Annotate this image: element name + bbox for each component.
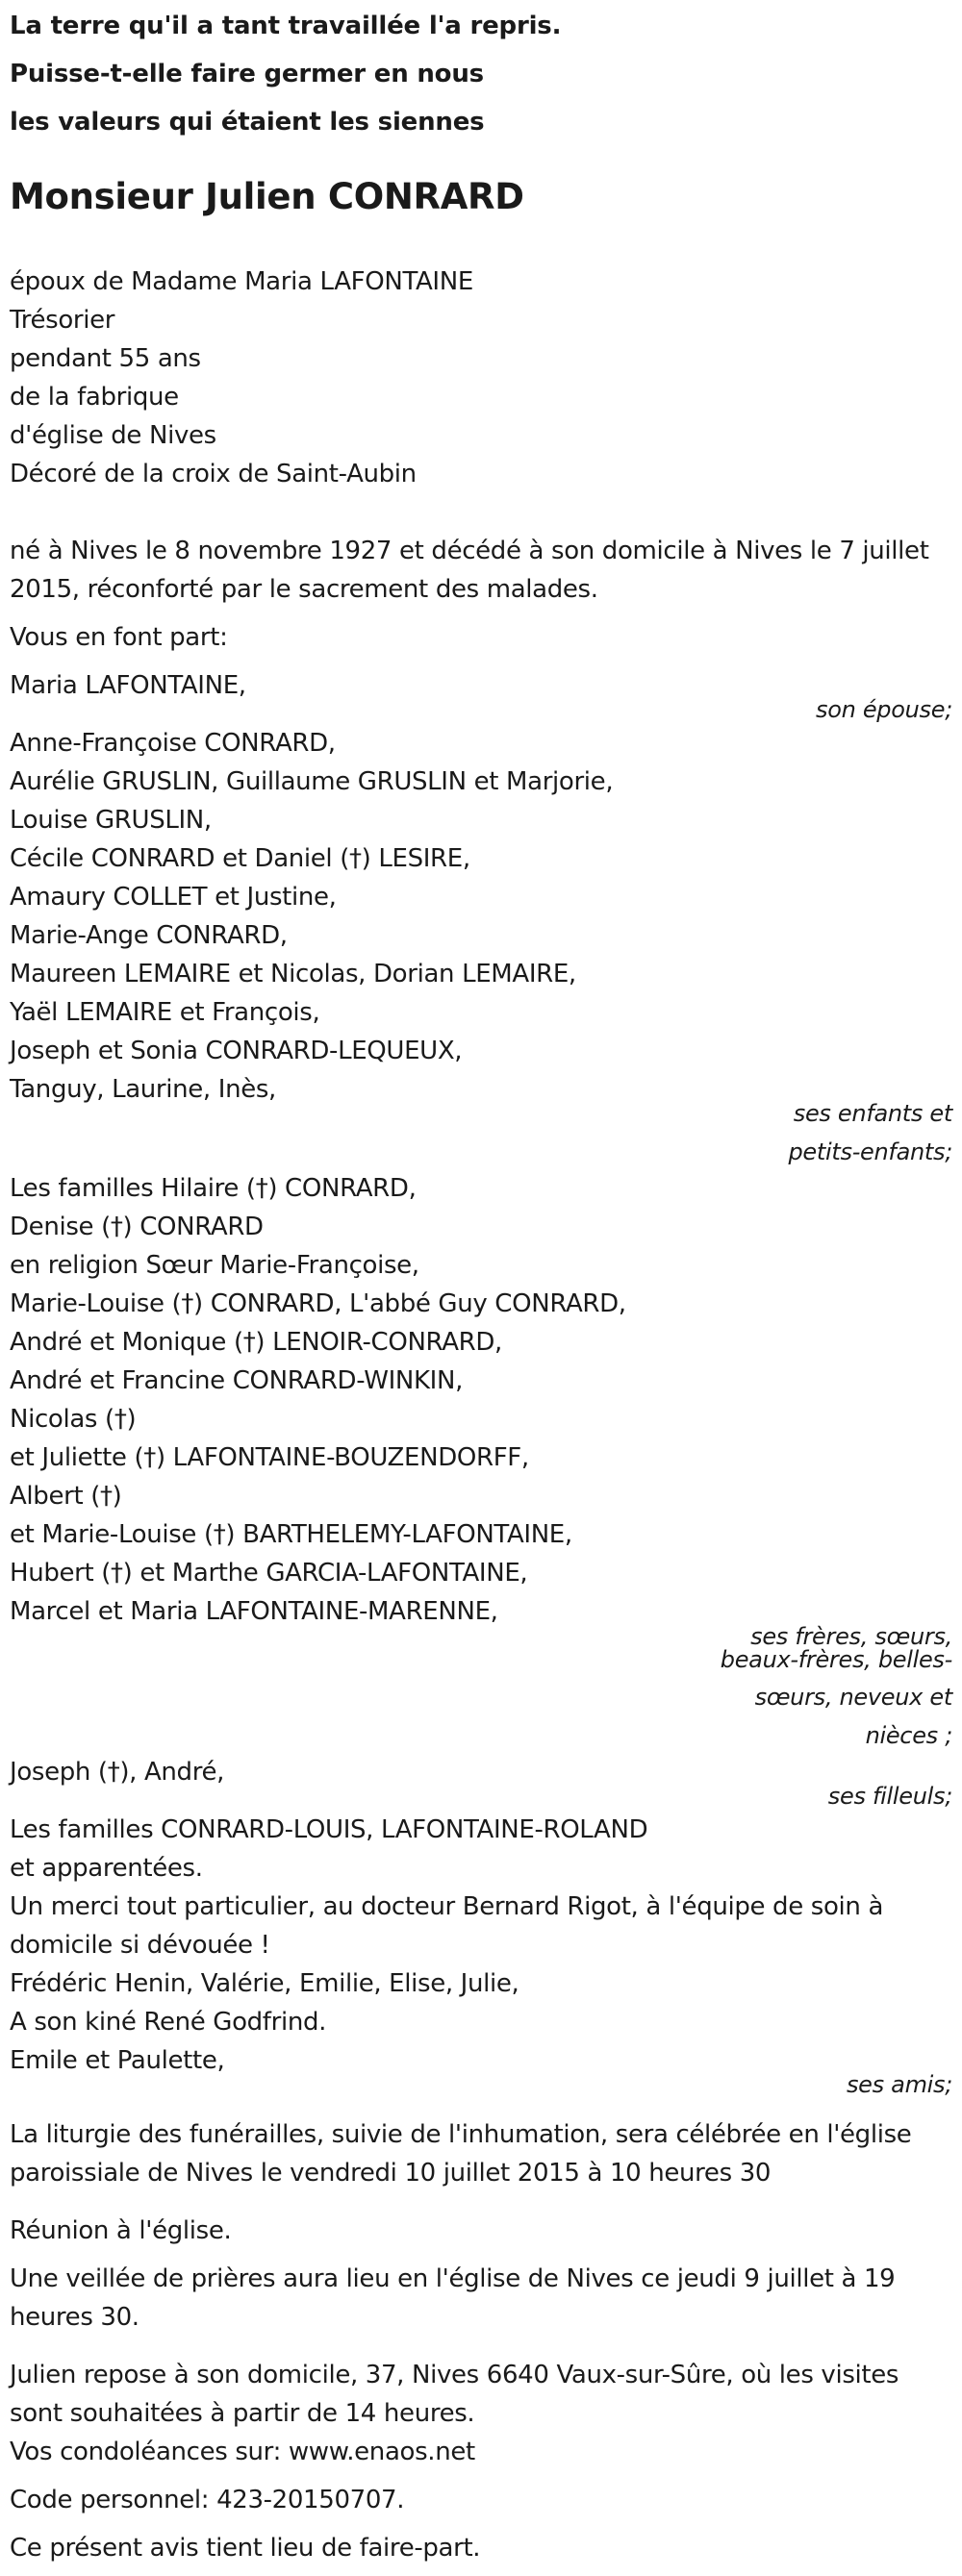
children-relation: petits-enfants;: [788, 1138, 952, 1165]
thanks-text: Un merci tout particulier, au docteur Bernard Rigot, à l'équipe de soin à domicile si dévouée !: [10, 1892, 884, 1960]
family-name: Hubert (†) et Marthe GARCIA-LAFONTAINE,: [10, 1559, 528, 1588]
spouse-name: Maria LAFONTAINE,: [10, 671, 246, 700]
reunion-text: Réunion à l'église.: [10, 2216, 232, 2245]
family-relation: nièces ;: [865, 1722, 952, 1749]
intro-line: d'église de Nives: [10, 421, 216, 450]
family-name: Marcel et Maria LAFONTAINE-MARENNE,: [10, 1597, 498, 1626]
children-relation: ses enfants et: [793, 1100, 952, 1127]
intro-line: de la fabrique: [10, 383, 179, 412]
child-name: Marie-Ange CONRARD,: [10, 921, 288, 950]
child-name: Amaury COLLET et Justine,: [10, 883, 337, 912]
friends-relation: ses amis;: [846, 2071, 952, 2098]
funeral-text: La liturgie des funérailles, suivie de l'inhumation, sera célébrée en l'église paroissiale de Nives le vendredi 10 juillet 2015 à 10 heures 30: [10, 2120, 912, 2188]
verse-line-1: La terre qu'il a tant travaillée l'a repris.: [10, 12, 562, 40]
family-name: Les familles Hilaire (†) CONRARD,: [10, 1174, 417, 1203]
child-name: Maureen LEMAIRE et Nicolas, Dorian LEMAIRE,: [10, 960, 576, 988]
child-name: Aurélie GRUSLIN, Guillaume GRUSLIN et Marjorie,: [10, 767, 614, 796]
intro-line: Trésorier: [10, 306, 115, 335]
notice-text: Ce présent avis tient lieu de faire-part.: [10, 2534, 481, 2563]
family-name: André et Monique (†) LENOIR-CONRARD,: [10, 1328, 502, 1357]
other-families: Les familles CONRARD-LOUIS, LAFONTAINE-ROLAND: [10, 1815, 648, 1844]
family-relation: ses frères, sœurs,: [750, 1623, 952, 1650]
other-families: et apparentées.: [10, 1854, 203, 1883]
deceased-name: Monsieur Julien CONRARD: [10, 176, 524, 217]
family-name: Marie-Louise (†) CONRARD, L'abbé Guy CONRARD,: [10, 1289, 626, 1318]
intro-line: époux de Madame Maria LAFONTAINE: [10, 267, 473, 296]
child-name: Yaël LEMAIRE et François,: [10, 998, 320, 1027]
child-name: Louise GRUSLIN,: [10, 806, 212, 835]
friend-name: A son kiné René Godfrind.: [10, 2008, 327, 2037]
vigil-text: Une veillée de prières aura lieu en l'église de Nives ce jeudi 9 juillet à 19 heures 30.: [10, 2264, 896, 2332]
family-relation: sœurs, neveux et: [754, 1684, 952, 1711]
code-text: Code personnel: 423-20150707.: [10, 2486, 405, 2514]
child-name: Tanguy, Laurine, Inès,: [10, 1075, 276, 1104]
godchildren-relation: ses filleuls;: [827, 1783, 952, 1810]
rest-text: Julien repose à son domicile, 37, Nives 6640 Vaux-sur-Sûre, où les visites sont souhaitées à partir de 14 heures.: [10, 2361, 899, 2428]
child-name: Cécile CONRARD et Daniel (†) LESIRE,: [10, 844, 470, 873]
birth-death-line: 2015, réconforté par le sacrement des malades.: [10, 575, 598, 604]
family-name: André et Francine CONRARD-WINKIN,: [10, 1366, 464, 1395]
family-name: Denise (†) CONRARD: [10, 1213, 264, 1241]
intro-line: Décoré de la croix de Saint-Aubin: [10, 460, 417, 488]
verse-line-2: Puisse-t-elle faire germer en nous: [10, 60, 484, 88]
condolences-text: Vos condoléances sur: www.enaos.net: [10, 2438, 475, 2466]
family-name: et Marie-Louise (†) BARTHELEMY-LAFONTAINE,: [10, 1520, 572, 1549]
verse-line-3: les valeurs qui étaient les siennes: [10, 108, 485, 137]
spouse-relation: son épouse;: [816, 696, 952, 723]
announce-text: Vous en font part:: [10, 623, 228, 652]
family-relation: beaux-frères, belles-: [720, 1646, 952, 1673]
family-name: en religion Sœur Marie-Françoise,: [10, 1251, 419, 1280]
friend-name: Frédéric Henin, Valérie, Emilie, Elise, Julie,: [10, 1969, 519, 1998]
birth-death-line: né à Nives le 8 novembre 1927 et décédé à son domicile à Nives le 7 juillet: [10, 537, 929, 565]
family-name: et Juliette (†) LAFONTAINE-BOUZENDORFF,: [10, 1443, 529, 1472]
godchildren-names: Joseph (†), André,: [10, 1758, 225, 1787]
friend-name: Emile et Paulette,: [10, 2046, 225, 2075]
family-name: Nicolas (†): [10, 1405, 137, 1434]
intro-line: pendant 55 ans: [10, 344, 201, 373]
family-name: Albert (†): [10, 1482, 122, 1511]
child-name: Anne-Françoise CONRARD,: [10, 729, 336, 758]
child-name: Joseph et Sonia CONRARD-LEQUEUX,: [10, 1037, 463, 1065]
